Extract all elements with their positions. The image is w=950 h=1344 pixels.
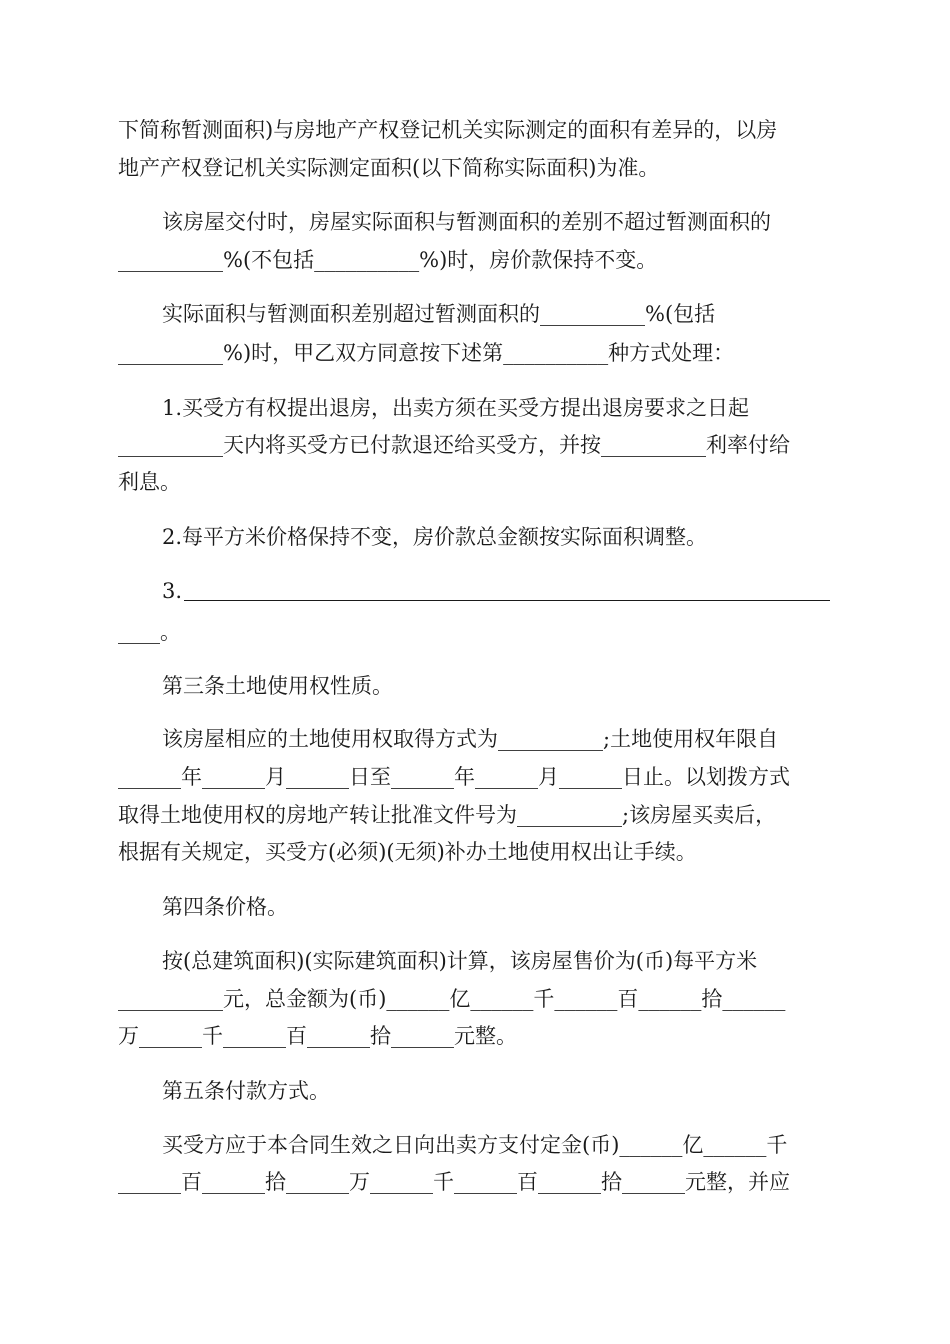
text-line: 根据有关规定，买受方(必须)(无须)补办土地使用权出让手续。 [118,840,697,864]
paragraph-line: 买受方应于本合同生效之日向出卖方支付定金(币)______亿______千 [162,1133,788,1157]
list-item-3: 3. [162,579,183,603]
paragraph-line: 该房屋交付时，房屋实际面积与暂测面积的差别不超过暂测面积的 [162,210,771,234]
section-heading: 第五条付款方式。 [162,1079,330,1103]
list-item-1: 1.买受方有权提出退房，出卖方须在买受方提出退房要求之日起 [162,396,750,420]
paragraph-line: 按(总建筑面积)(实际建筑面积)计算，该房屋售价为(币)每平方米 [162,949,758,973]
fill-blank-rule [184,600,830,601]
text-line: 利息。 [118,470,181,494]
text-line: ____。 [118,620,181,644]
paragraph-line: 实际面积与暂测面积差别超过暂测面积的__________%(包括 [162,302,716,326]
section-heading: 第四条价格。 [162,895,288,919]
section-heading: 第三条土地使用权性质。 [162,674,393,698]
text-line: __________%)时，甲乙双方同意按下述第__________种方式处理： [118,341,735,365]
paragraph-line: 该房屋相应的土地使用权取得方式为__________;土地使用权年限自 [162,727,779,751]
text-line: __________天内将买受方已付款退还给买受方，并按__________利率付给 [118,433,790,457]
text-line: 地产产权登记机关实际测定面积(以下简称实际面积)为准。 [118,156,660,180]
text-line: ______年______月______日至______年______月______日止。以划拨方式 [118,765,790,789]
list-item-2: 2.每平方米价格保持不变，房价款总金额按实际面积调整。 [162,525,708,549]
text-line: ______百______拾______万______千______百______拾______元整，并应 [118,1170,790,1194]
text-line: 下简称暂测面积)与房地产产权登记机关实际测定的面积有差异的，以房 [118,118,778,142]
text-line: __________%(不包括__________%)时，房价款保持不变。 [118,248,658,272]
text-line: __________元，总金额为(币)______亿______千______百______拾______ [118,987,786,1011]
text-line: 取得土地使用权的房地产转让批准文件号为__________;该房屋买卖后， [118,803,777,827]
text-line: 万______千______百______拾______元整。 [118,1024,517,1048]
